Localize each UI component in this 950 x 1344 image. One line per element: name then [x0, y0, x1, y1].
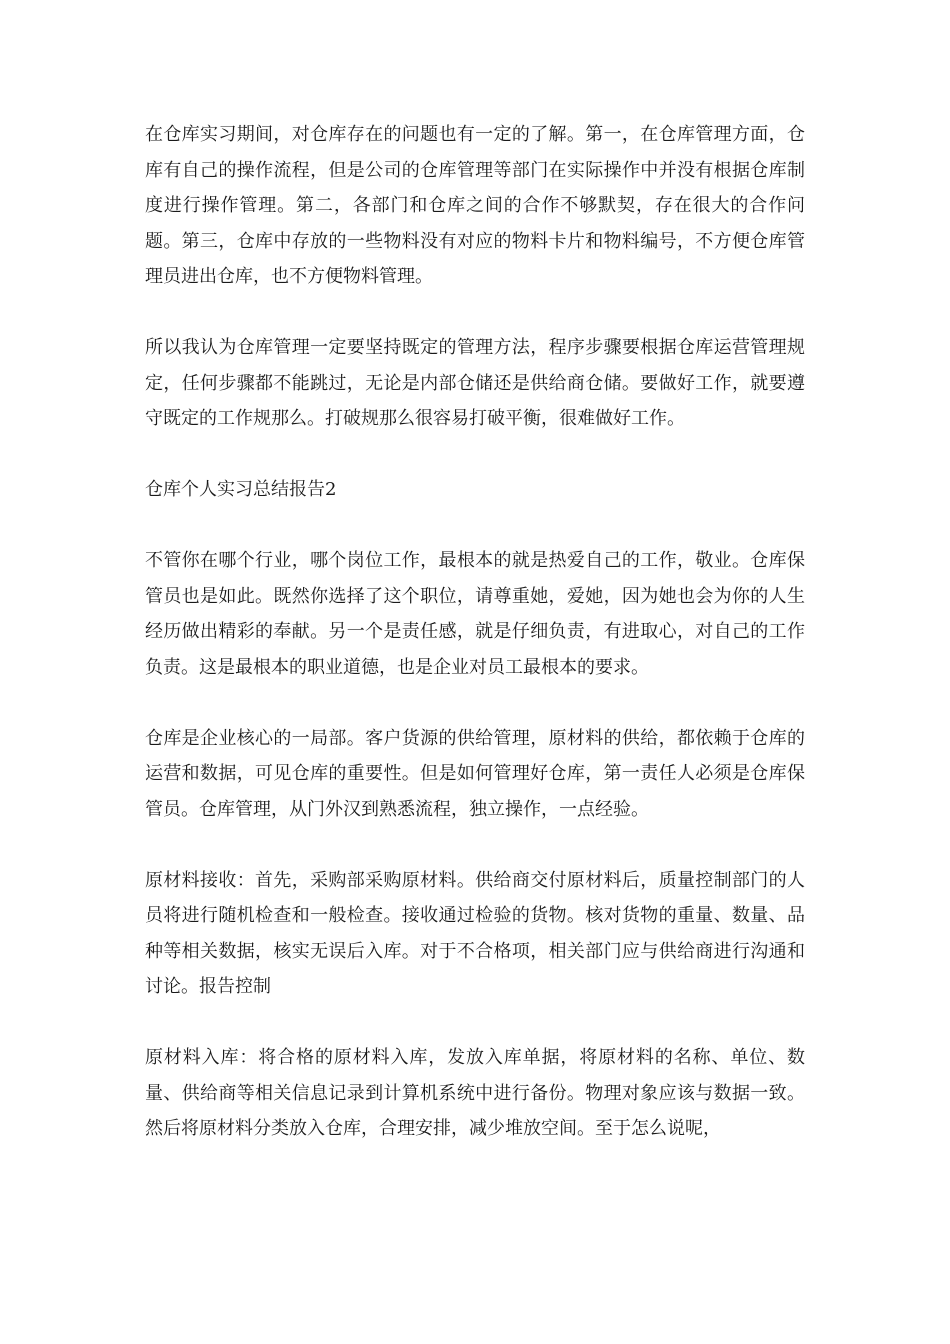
section-heading: 仓库个人实习总结报告2: [145, 479, 337, 500]
paragraph-love-work: 不管你在哪个行业，哪个岗位工作，最根本的就是热爱自己的工作，敬业。仓库保管员也是如此。既然你选择了这个职位，请尊重她，爱她，因为她也会为你的人生经历做出精彩的奉献。另一个是责任感，就是仔细负责，有进取心，对自己的工作负责。这是最根本的职业道德，也是企业对员工最根本的要求。: [145, 550, 805, 678]
paragraph-warehouse-problems: 在仓库实习期间，对仓库存在的问题也有一定的了解。第一，在仓库管理方面，仓库有自己的操作流程，但是公司的仓库管理等部门在实际操作中并没有根据仓库制度进行操作管理。第二，各部门和仓库之间的合作不够默契，存在很大的合作问题。第三，仓库中存放的一些物料没有对应的物料卡片和物料编号，不方便仓库管理员进出仓库，也不方便物料管理。: [145, 124, 805, 287]
document-body: [145, 117, 805, 1182]
paragraph-management-method: 所以我认为仓库管理一定要坚持既定的管理方法，程序步骤要根据仓库运营管理规定，任何步骤都不能跳过，无论是内部仓储还是供给商仓储。要做好工作，就要遵守既定的工作规那么。打破规那么很容易打破平衡，很难做好工作。: [145, 337, 805, 429]
paragraph-warehouse-core: 仓库是企业核心的一局部。客户货源的供给管理，原材料的供给，都依赖于仓库的运营和数据，可见仓库的重要性。但是如何管理好仓库，第一责任人必须是仓库保管员。仓库管理，从门外汉到熟悉流程，独立操作，一点经验。: [145, 727, 805, 820]
paragraph-material-receiving: 原材料接收：首先，采购部采购原材料。供给商交付原材料后，质量控制部门的人员将进行随机检查和一般检查。接收通过检验的货物。核对货物的重量、数量、品种等相关数据，核实无误后入库。对于不合格项，相关部门应与供给商进行沟通和讨论。报告控制: [145, 869, 805, 997]
paragraph-material-storage: 原材料入库：将合格的原材料入库，发放入库单据，将原材料的名称、单位、数量、供给商等相关信息记录到计算机系统中进行备份。物理对象应该与数据一致。然后将原材料分类放入仓库，合理安排，减少堆放空间。至于怎么说呢，: [145, 1047, 805, 1139]
